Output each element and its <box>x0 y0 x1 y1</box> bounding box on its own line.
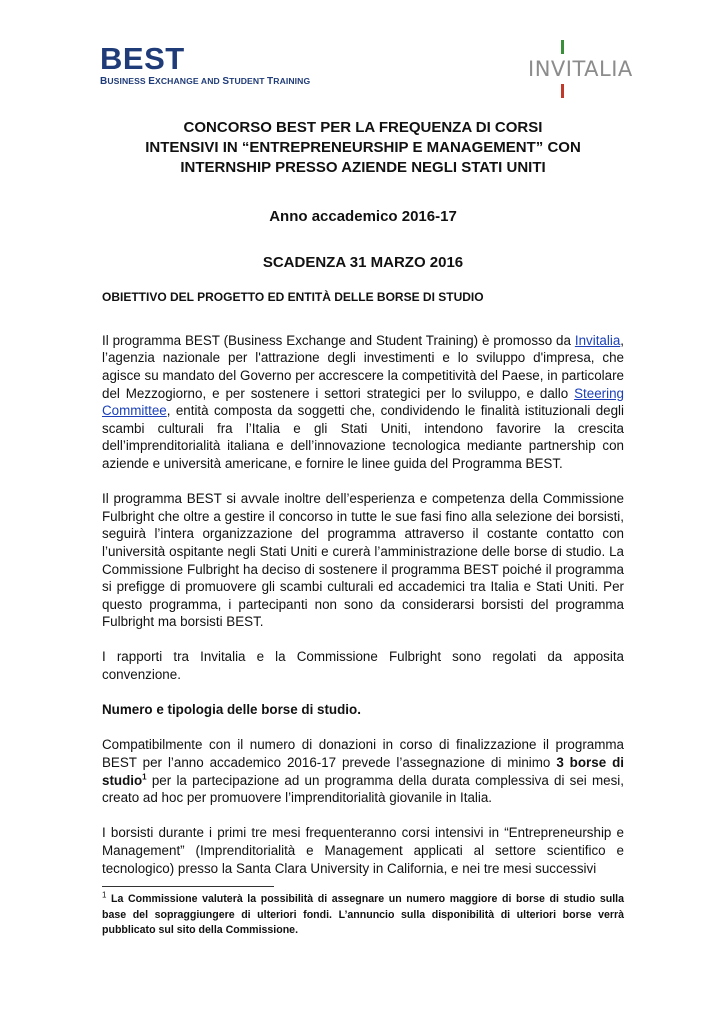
steering-committee-link[interactable]: Steering Committee <box>102 385 624 419</box>
paragraph-5: I borsisti durante i primi tre mesi frequenteranno corsi intensivi in “Entrepreneurship e Management” (Imprenditorialità e Management applicati al settore scientifico e tecnologico) presso la Santa Clara University in California, e nei tre mesi successivi <box>102 825 624 876</box>
deadline: SCADENZA 31 MARZO 2016 <box>262 253 464 271</box>
paragraph-1: Il programma BEST (Business Exchange and Student Training) è promosso da Invitalia, l’agenzia nazionale per l'attrazione degli investimenti e lo sviluppo d'impresa, che agisce su mandato del Governo per accrescere la competitività del Paese, in particolare del Mezzogiorno, e per sostenere i settori strategici per lo sviluppo, e dallo Steering Committee, entità composta da soggetti che, condividendo le finalità istituzionali degli scambi culturali fra l’Italia e gli Stati Uniti, intendono favorire la crescita dell’imprenditorialità italiana e dell’innovazione tecnologica mediante partnership con aziende e università americane, e fornire le linee guida del Programma BEST. <box>102 332 624 471</box>
paragraph-2: Il programma BEST si avvale inoltre dell’esperienza e competenza della Commissione Fulbright che oltre a gestire il concorso in tutte le sue fasi fino alla selezione dei borsisti, seguirà l’intera organizzazione del programma attraverso il costante contatto con l’università ospitante negli Stati Uniti e curerà l’amministrazione delle borse di studio. La Commissione Fulbright ha deciso di sostenere il programma BEST poiché il programma si prefigge di promuovere gli scambi culturali ed accademici tra Italia e Stati Uniti. Per questo programma, i partecipanti non sono da considerarsi borsisti del programma Fulbright ma borsisti BEST. <box>102 491 624 630</box>
document-body <box>102 118 624 877</box>
invitalia-red-bar <box>561 84 564 98</box>
footnote <box>102 892 624 939</box>
invitalia-green-bar <box>561 40 564 54</box>
best-logo <box>100 41 311 87</box>
invitalia-link[interactable]: Invitalia <box>574 332 621 348</box>
best-logo-subtitle: BUSINESS EXCHANGE AND STUDENT TRAINING <box>100 76 311 87</box>
footnote-divider <box>102 886 274 887</box>
footnote-marker: 1 <box>102 890 107 900</box>
title-line-2: INTENSIVI IN “ENTREPRENEURSHIP E MANAGEMENT” CON <box>145 139 581 156</box>
section-heading: OBIETTIVO DEL PROGETTO ED ENTITÀ DELLE BORSE DI STUDIO <box>102 290 484 305</box>
footnote-text: La Commissione valuterà la possibilità di assegnare un numero maggiore di borse di studio sulla base del sopraggiungere di ulteriori fondi. L’annuncio sulla disponibilità di ulteriori borse verrà pubblicato sul sito della Commissione. <box>102 893 624 936</box>
title-line-3: INTERNSHIP PRESSO AZIENDE NEGLI STATI UNITI <box>180 159 546 176</box>
best-logo-word: BEST <box>100 41 185 76</box>
paragraph-4: Compatibilmente con il numero di donazioni in corso di finalizzazione il programma BEST per l’anno accademico 2016-17 prevede l’assegnazione di minimo 3 borse di studio$^1$ per la partecipazione ad un programma della durata complessiva di sei mesi, creato ad hoc per promuovere l’imprenditorialità giovanile in Italia. <box>102 737 624 806</box>
academic-year: Anno accademico 2016-17 <box>269 208 457 225</box>
document-title <box>102 118 624 178</box>
title-line-1: CONCORSO BEST PER LA FREQUENZA DI CORSI <box>183 119 543 136</box>
invitalia-logo-word: INVITALIA <box>528 57 633 81</box>
footnote-ref: 1 <box>142 772 147 782</box>
invitalia-logo <box>524 40 633 100</box>
paragraph-3: I rapporti tra Invitalia e la Commissione Fulbright sono regolati da apposita convenzione. <box>102 649 624 683</box>
scholarship-count: 3 borse di studio <box>102 755 624 788</box>
subheading: Numero e tipologia delle borse di studio. <box>102 702 361 718</box>
